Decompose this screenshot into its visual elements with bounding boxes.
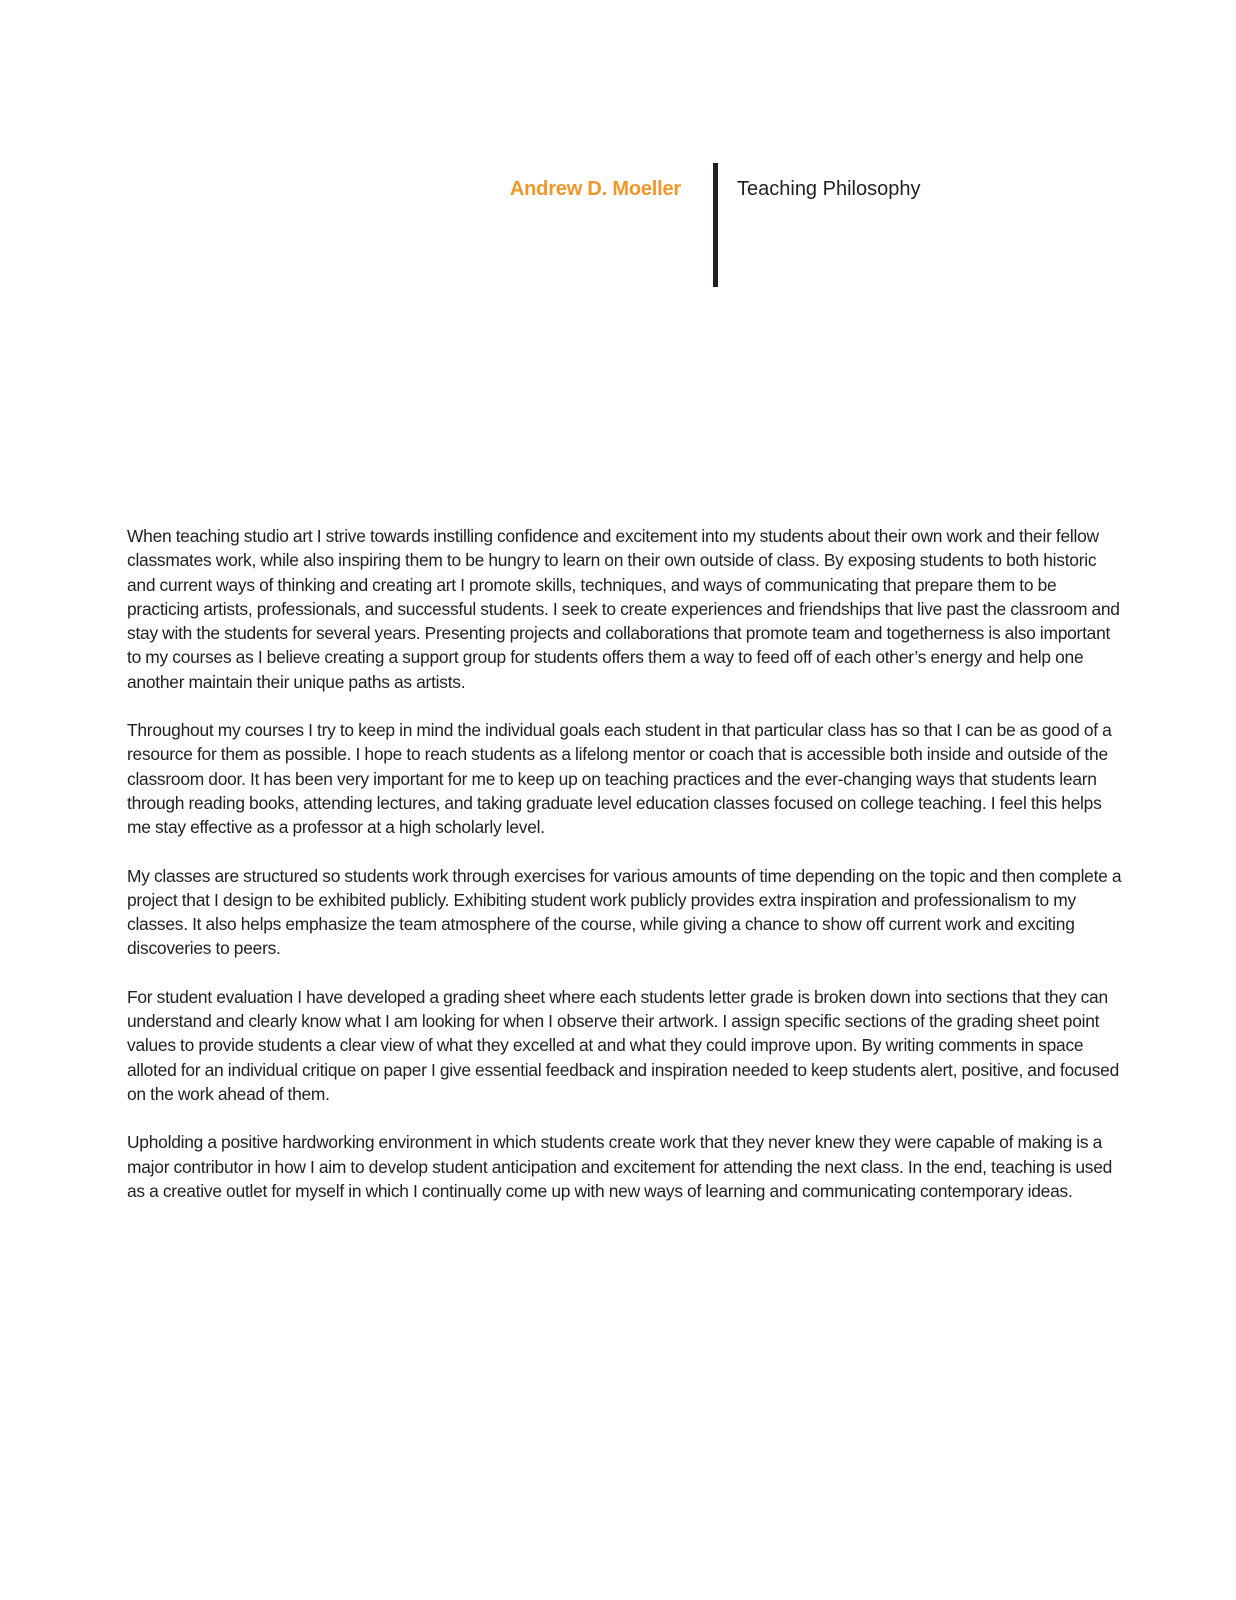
header-divider <box>713 163 718 287</box>
paragraph: For student evaluation I have developed a grading sheet where each students letter grade is broken down into sections that they can understand and clearly know what I am looking for when I observe their artwork. I assign specific sections of the grading sheet point values to provide students a clear view of what they excelled at and what they could improve upon. By writing comments in space alloted for an individual critique on paper I give essential feedback and inspiration needed to keep students alert, positive, and focused on the work ahead of them. <box>127 986 1120 1104</box>
author-name: Andrew D. Moeller <box>509 178 681 200</box>
document-header <box>0 0 1236 300</box>
paragraph: Upholding a positive hardworking environment in which students create work that they never knew they were capable of making is a major contributor in how I aim to develop student anticipation and excitement for attending the next class. In the end, teaching is used as a creative outlet for myself in which I continually come up with new ways of learning and communicating contemporary ideas. <box>127 1132 1113 1201</box>
paragraph: Throughout my courses I try to keep in mind the individual goals each student in that particular class has so that I can be as good of a resource for them as possible. I hope to reach students as a lifelong mentor or coach that is accessible both inside and outside of the classroom door. It has been very important for me to keep up on teaching practices and the ever-changing ways that students learn through reading books, attending lectures, and taking graduate level education classes focused on college teaching. I feel this helps me stay effective as a professor at a high scholarly level. <box>127 720 1112 838</box>
paragraph: When teaching studio art I strive towards instilling confidence and excitement into my students about their own work and their fellow classmates work, while also inspiring them to be hungry to learn on their own outside of class. By exposing students to both historic and current ways of thinking and creating art I promote skills, techniques, and ways of communicating that prepare them to be practicing artists, professionals, and successful students. I seek to create experiences and friendships that live past the classroom and stay with the students for several years. Presenting projects and collaborations that promote team and togetherness is also important to my courses as I believe creating a support group for students offers them a way to feed off of each other’s energy and help one another maintain their unique paths as artists. <box>127 526 1120 692</box>
document-title: Teaching Philosophy <box>737 178 921 200</box>
document-body <box>127 524 1127 1227</box>
paragraph: My classes are structured so students work through exercises for various amounts of time depending on the topic and then complete a project that I design to be exhibited publicly. Exhibiting student work publicly provides extra inspiration and professionalism to my classes. It also helps emphasize the team atmosphere of the course, while giving a chance to show off current work and exciting discoveries to peers. <box>127 865 1122 959</box>
